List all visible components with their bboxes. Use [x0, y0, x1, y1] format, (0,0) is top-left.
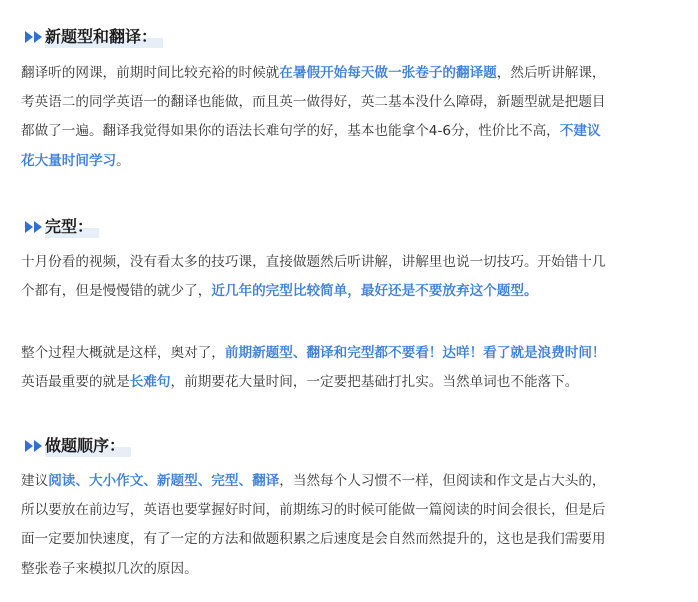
double-arrow-right-icon: [24, 439, 44, 453]
highlighted-text-run: 前期新题型、翻译和完型都不要看！达咩！看了就是浪费时间！: [224, 345, 606, 361]
text-run: 个都有，但是慢慢错的就少了，: [21, 283, 212, 299]
paragraph-line: [21, 497, 681, 523]
text-run: 都做了一遍。翻译我觉得如果你的语法长难句学的好，基本也能拿个4-6分，性价比不高，: [21, 123, 560, 139]
highlighted-text-run: 长难句: [129, 374, 171, 390]
highlighted-text-run: 阅读、大小作文、新题型、完型、翻译: [48, 473, 280, 489]
paragraph-line: [21, 148, 681, 174]
text-run: 所以要放在前边写，英语也要掌握好时间，前期练习的时候可能做一篇阅读的时间会很长，但是后: [21, 502, 606, 518]
paragraph-line: [21, 60, 681, 86]
paragraph-line: [21, 89, 681, 115]
paragraph-line: [21, 556, 681, 582]
text-run: 十月份看的视频，没有看太多的技巧课，直接做题然后听讲解，讲解里也说一切技巧。开始错十几: [21, 254, 606, 270]
double-arrow-right-icon: [24, 220, 44, 234]
section-heading-label: 做题顺序：: [45, 435, 131, 457]
paragraph-line: [21, 249, 681, 275]
text-run: 。: [116, 153, 130, 169]
section-heading-label: 完型：: [45, 216, 99, 238]
paragraph-line: [21, 468, 681, 494]
text-run: 考英语二的同学英语一的翻译也能做，而且英一做得好，英二基本没什么障碍，新题型就是把题目: [21, 94, 606, 110]
highlighted-text-run: 在暑假开始每天做一张卷子的翻译题: [279, 65, 497, 81]
text-run: ，然后听讲解课，: [496, 65, 606, 81]
section-heading-label: 新题型和翻译：: [45, 26, 163, 48]
text-run: 面一定要加快速度，有了一定的方法和做题积累之后速度是会自然而然提升的，这也是我们需要用: [21, 531, 606, 547]
text-run: 英语最重要的就是: [21, 374, 130, 390]
text-run: ，当然每个人习惯不一样，但阅读和作文是占大头的，: [279, 473, 606, 489]
text-run: 建议: [21, 473, 49, 489]
section-heading-cloze: [24, 216, 99, 238]
text-run: 整张卷子来模拟几次的原因。: [21, 561, 198, 577]
paragraph-line: [21, 278, 681, 304]
double-arrow-right-icon: [24, 30, 44, 44]
highlighted-text-run: 近几年的完型比较简单，最好还是不要放弃这个题型。: [211, 283, 538, 299]
section-heading-new-question-translation: [24, 26, 163, 48]
section-heading-question-order: [24, 435, 131, 457]
text-run: ，前期要花大量时间，一定要把基础打扎实。当然单词也不能落下。: [170, 374, 579, 390]
highlighted-text-run: 不建议: [559, 123, 601, 139]
paragraph-line: [21, 369, 681, 395]
text-run: 翻译听的网课，前期时间比较充裕的时候就: [21, 65, 280, 81]
paragraph-line: [21, 340, 681, 366]
paragraph-line: [21, 118, 681, 144]
text-run: 整个过程大概就是这样，奥对了，: [21, 345, 225, 361]
paragraph-line: [21, 526, 681, 552]
highlighted-text-run: 花大量时间学习: [21, 153, 117, 169]
